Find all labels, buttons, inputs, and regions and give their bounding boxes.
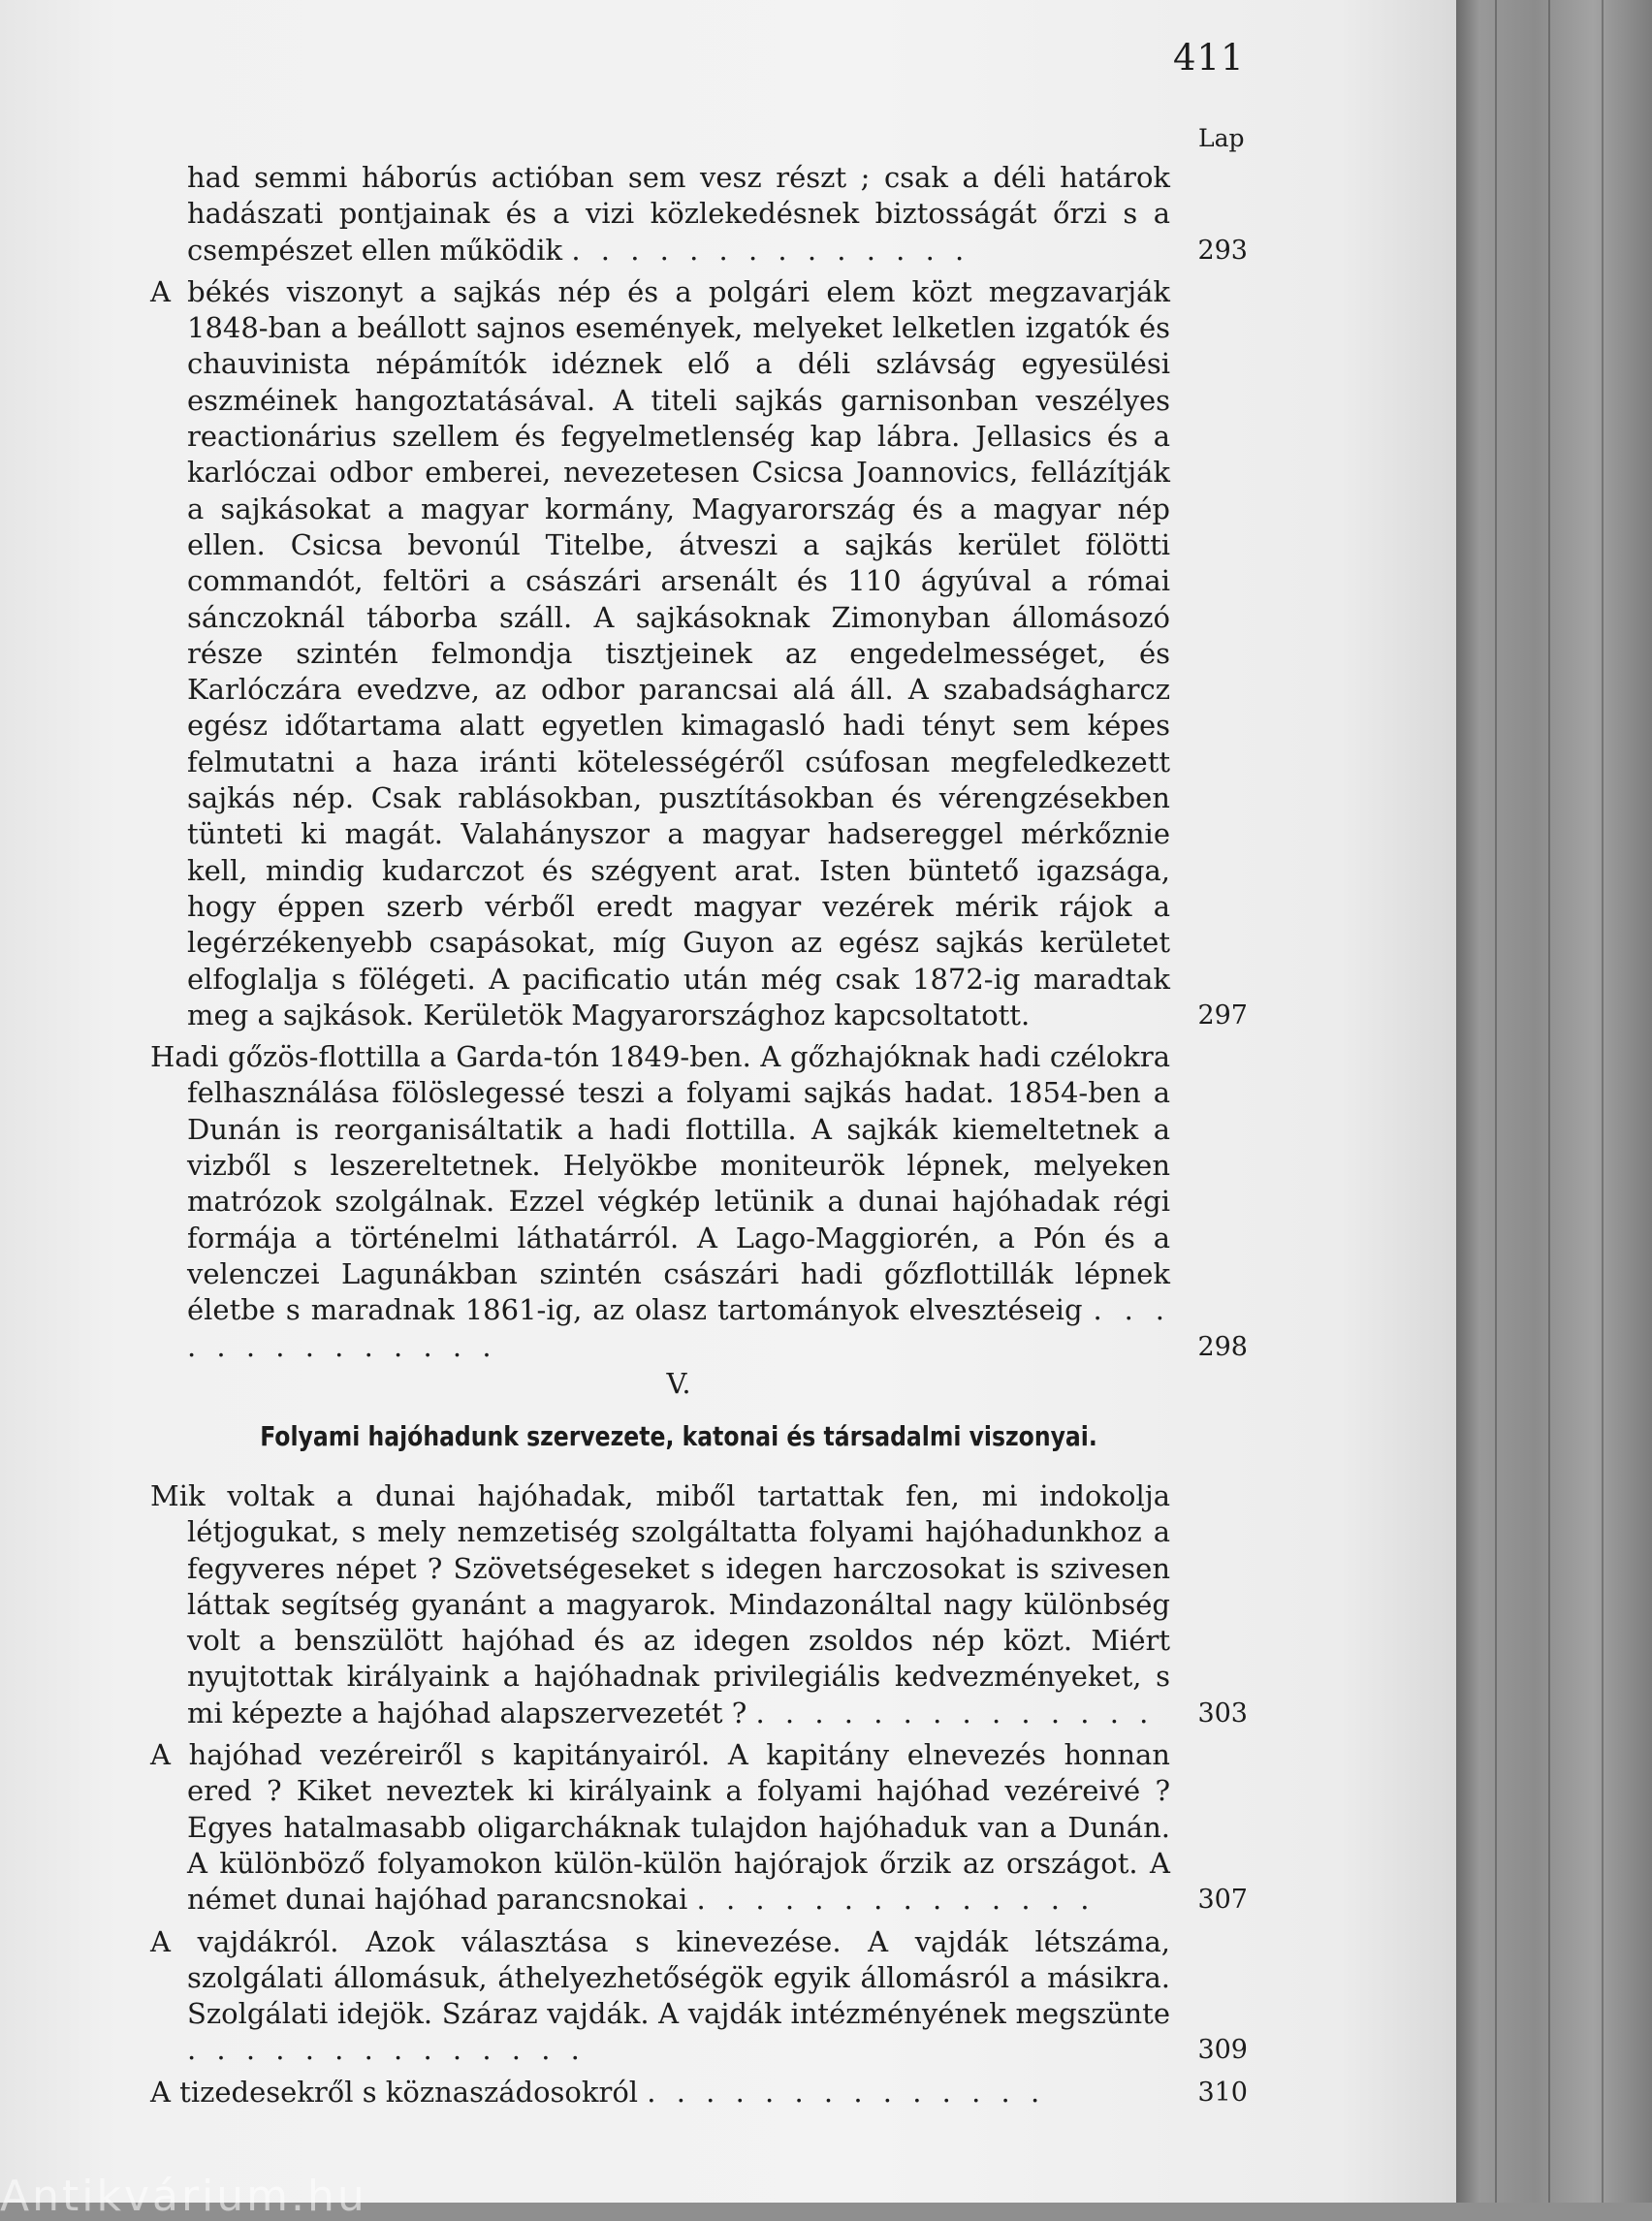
- toc-entry-page: 293: [1197, 235, 1248, 266]
- section-title: Folyami hajóhadunk szervezete, katonai és társadalmi viszonyai.: [260, 1420, 1097, 1452]
- toc-entry-text: had semmi háborús actióban sem vesz részt ; csak a déli határok hadászati pontjainak és a vizi közlekedésnek biztosságát őrzi s a csempészet ellen működik: [187, 161, 1170, 267]
- dot-leader: . . . . . . . . . . . . . .: [696, 1883, 1096, 1917]
- watermark: Antikvárium.hu: [0, 2172, 367, 2221]
- toc-entry-page: 307: [1197, 1885, 1248, 1916]
- toc-entries-bottom: [150, 1478, 1246, 2116]
- toc-entry-text: A tizedesekről s köznaszádosokról: [150, 2075, 639, 2109]
- toc-entry: [150, 160, 1246, 269]
- toc-entry-page: 309: [1197, 2035, 1248, 2066]
- toc-entry: [150, 1039, 1246, 1365]
- toc-entry-text: Hadi gőzös-flottilla a Garda-tón 1849-ben. A gőzhajóknak hadi czélokra felhasználása fölöslegessé teszi a folyami sajkás hadat. 1854-ben a Dunán is reorganisáltatik a hadi flottilla. A sajkák kiemeltetnek a vizből s leszereltetnek. Helyökbe moniteurök lépnek, melyeken matrózok szolgálnak. Ezzel végkép letünik a dunai hajóhadak régi formája a történelmi láthatárról. A Lago-Maggiorén, a Pón és a velenczei Lagunákban szintén császári hadi gőzflottillák lépnek életbe s maradnak 1861-ig, az olasz tartományok elvesztéseig: [150, 1040, 1170, 1327]
- toc-entry-page: 297: [1197, 999, 1248, 1031]
- edge-texture: [1602, 0, 1604, 2203]
- toc-entry-text: A vajdákról. Azok választása s kinevezése. A vajdák létszáma, szolgálati állomásuk, áthelyezhetőségök egyik állomásról a másikra. Szolgálati idejök. Száraz vajdák. A vajdák intézményének megszünte: [150, 1924, 1170, 2031]
- edge-texture: [1548, 0, 1550, 2203]
- dot-leader: . . . . . . . . . . . . . .: [571, 233, 970, 267]
- toc-entry-text: Mik voltak a dunai hajóhadak, miből tartattak fen, mi indokolja létjogukat, s mely nemzetiség szolgáltatta folyami hajóhadunkhoz a fegyveres népet ? Szövetségeseket s idegen harczosokat is szivesen láttak segítség gyanánt a magyarok. Mindazonáltal nagy különbség volt a benszülött hajóhad és az idegen zsoldos nép közt. Miért nyujtottak királyaink a hajóhadnak privilegiális kedvezményeket, s mi képezte a hajóhad alapszervezetét ?: [150, 1479, 1170, 1729]
- dot-leader: . . . . . . . . . . . . . .: [187, 2033, 586, 2067]
- page-column-label: Lap: [1198, 124, 1245, 152]
- toc-entry-page: 310: [1197, 2077, 1248, 2108]
- toc-entry: [150, 1924, 1246, 2069]
- toc-entries-top: [150, 160, 1246, 1371]
- toc-entry: [150, 1478, 1246, 1731]
- facing-page-edge: [1456, 0, 1652, 2203]
- dot-leader: . . . . . . . . . . . . . .: [755, 1696, 1155, 1729]
- toc-entry-text: A hajóhad vezéreiről s kapitányairól. A kapitány elnevezés honnan ered ? Kiket neveztek ki királyaink a folyami hajóhad vezéreivé ? Egyes hatalmasabb oligarcháknak tulajdon hajóhaduk van a Dunán. A különböző folyamokon külön-külön hajórajok őrzik az országot. A német dunai hajóhad parancsnokai: [150, 1738, 1170, 1917]
- dot-leader: . . . . . . . . . . . . . .: [647, 2075, 1046, 2109]
- section-number: V.: [666, 1367, 691, 1400]
- toc-entry: [150, 1737, 1246, 1918]
- toc-entry: [150, 2075, 1246, 2110]
- toc-entry-page: 298: [1197, 1331, 1248, 1362]
- edge-texture: [1495, 0, 1497, 2203]
- page-number: 411: [1173, 37, 1245, 79]
- toc-entry-text: A békés viszonyt a sajkás nép és a polgári elem közt megzavarják 1848-ban a beállott sajnos események, melyeket lelketlen izgatók és chauvinista népámítók idéznek elő a déli szlávság egyesülési eszméinek hangoztatásával. A titeli sajkás garnisonban veszélyes reactionárius szellem és fegyelmetlenség kap lábra. Jellasics és a karlóczai odbor emberei, nevezetesen Csicsa Joannovics, fellázítják a sajkásokat a magyar kormány, Magyarország és a magyar nép ellen. Csicsa bevonúl Titelbe, átveszi a sajkás kerület fölötti commandót, feltöri a császári arsenált és 110 ágyúval a római sánczoknál táborba száll. A sajkásoknak Zimonyban állomásozó része szintén felmondja tisztjeinek az engedelmességet, és Karlóczára evedzve, az odbor parancsai alá áll. A szabadságharcz egész időtartama alatt egyetlen kimagasló hadi tényt sem képes felmutatni a haza iránti kötelességéről csúfosan megfeledkezett sajkás nép. Csak rablásokban, pusztításokban és vérengzésekben tünteti ki magát. Valahányszor a magyar hadsereggel mérkőznie kell, mindig kudarczot és szégyent arat. Isten büntető igazsága, hogy éppen szerb vérből eredt magyar vezérek mérik rájok a legérzékenyebb csapásokat, míg Guyon az egész sajkás kerületet elfoglalja s fölégeti. A pacificatio után még csak 1872-ig maradtak meg a sajkások. Kerületök Magyarországhoz kapcsoltatott.: [150, 274, 1170, 1031]
- dot-leader: . . . . . . . . . . . . . .: [187, 1293, 1170, 1363]
- toc-entry: [150, 274, 1246, 1033]
- toc-entry-page: 303: [1197, 1697, 1248, 1729]
